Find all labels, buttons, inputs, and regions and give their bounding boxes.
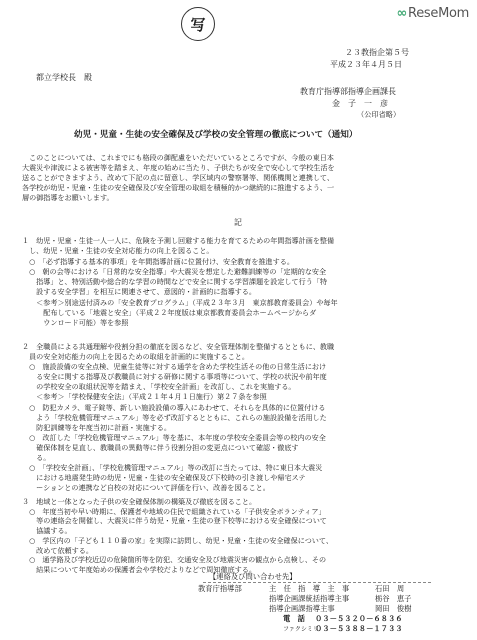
section-line: における地震発生時の幼児・児童・生徒の安全確保及び下校時の引き渡しや帰宅ステ [22, 473, 306, 483]
section-line: 配布している「地震と安全」（平成２２年度版は東京都教育委員会ホームページからダ [22, 308, 317, 318]
section-line: ○ 「必ず指導する基本的事項」を年間指導計画に位置付け、安全教育を推進する。 [22, 256, 294, 266]
contact-role: 主 任 指 導 主 事 [269, 584, 350, 593]
contact-block [198, 572, 431, 634]
intro-line: 大震災や津波による被害等を踏まえ、年度の始めに当たり、子供たちが安全で安心して学校生活を [22, 163, 335, 172]
section-line: 結果について年度始めの保護者会や学校だよりなどで周知徹底する。 [22, 564, 256, 574]
contact-heading: 【連絡及び問い合わせ先】 [209, 572, 297, 581]
contact-name: 栃谷 恵子 [375, 594, 412, 603]
intro-paragraph [22, 153, 460, 203]
section-line: ○ 朝の会等における「日常的な安全指導」や大震災を想定した避難訓練等の「定期的な安全 [22, 266, 327, 276]
sender-title: 教育庁指導部指導企画課長 [300, 87, 396, 96]
section-line: ２ 全職員による共通理解や役割分担の徹底を図るなど、安全管理体制を整備するとともに、教職 [22, 342, 335, 351]
intro-line: 各学校が幼児・児童・生徒の安全確保及び安全管理の取組を積極的かつ継続的に推進するよう、一 [22, 183, 335, 192]
section-3 [22, 497, 462, 575]
section-line: 協議する。 [22, 526, 72, 536]
section-line: 防犯訓練等を年度当初に計画・実施する。 [22, 422, 171, 432]
document-title: 幼児・児童・生徒の安全確保及び学校の安全管理の徹底について（通知） [74, 130, 358, 140]
copy-stamp [181, 7, 215, 41]
section-line: よう「学校危機管理マニュアル」等を必ず改訂するとともに、これらの施設設備を活用した [22, 412, 327, 422]
section-line: ＜参考＞「学校保健安全法」（平成２１年４月１日施行）第２７条を参照 [22, 392, 267, 402]
resemom-watermark [397, 6, 469, 21]
resemom-logo-icon: ∞ [396, 6, 408, 21]
section-line: 指導」と、特別活動や総合的な学習の時間などで安全に関する学習課題を設定して行う「特 [22, 277, 328, 287]
section-line: ーションとの連携など自校の対応について評価を行い、改善を図ること。 [22, 483, 270, 493]
fax-number: ０３－５３８８－１７３３ [315, 624, 403, 633]
section-line: ○ 防犯カメラ、電子錠等、新しい施設設備の導入にあわせて、それらを具体的に位置付ける [22, 402, 326, 412]
section-line: ３ 地域と一体となった子供の安全確保体制の構築及び徹底を図ること。 [22, 497, 257, 506]
intro-line: このことについては、これまでにも格段の御配慮をいただいているところですが、今般の東日本 [22, 153, 334, 162]
contact-name: 石田 周 [375, 584, 405, 593]
contact-dept: 教育庁指導部 [198, 584, 242, 593]
section-line: る安全に関する指導及び教職員に対する研修に関する事項等について、学校の状況や前年度 [22, 372, 327, 382]
section-line: ○ 学区内の「子ども１１０番の家」を実際に訪問し、幼児・児童・生徒の安全確保について、 [22, 535, 333, 545]
section-line: ウンロード可能）等を参照 [22, 318, 129, 328]
section-line: ○ 通学路及び学校近辺の危険箇所等を防犯、交通安全及び地震災害の観点から点検し、その [22, 555, 327, 565]
section-line: １ 幼児・児童・生徒一人一人に、危険を予測し回避する能力を育てるための年間指導計画を整備 [22, 236, 335, 245]
doc-date: 平成２３年４月５日 [330, 60, 402, 69]
intro-line: 送ることができますよう、改めて下記の点に留意し、学区域内の警察署等、関係機関と連携して、 [22, 173, 334, 182]
fax-label: ファクシミリ [283, 626, 319, 633]
section-line: ○ 年度当初や早い時期に、保護者や地域の住民で組織されている「子供安全ボランティア」 [22, 506, 326, 516]
section-line: 設する安全学習」を相互に関連させて、意図的・計画的に指導する。 [22, 287, 256, 297]
section-line: る。 [22, 453, 51, 463]
sender-name: 金 子 一 彦 [332, 99, 388, 108]
section-line: 員の安全対応能力の向上を図るための取組を計画的に実施すること。 [22, 352, 249, 362]
section-line: ○ 施設設備の安全点検、児童生徒等に対する通学を含めた学校生活その他の日常生活におけ [22, 362, 327, 372]
copy-stamp-text: 写 [190, 15, 206, 34]
contact-name: 岡田 俊樹 [375, 604, 412, 613]
section-line: 等の連絡会を開催し、大震災に伴う幼児・児童・生徒の登下校等における安全確保について [22, 516, 327, 526]
contact-role: 指導企画課統括指導主事 [269, 594, 350, 603]
section-line: 確保体制を見直し、教職員の異動等に伴う役割分担の変更点について確認・徹底す [22, 442, 299, 452]
contact-role: 指導企画課指導主事 [269, 604, 335, 613]
section-line: 改めて依頼する。 [22, 545, 93, 555]
phone-number: ０３－５３２０－６８３６ [315, 614, 403, 623]
contact-divider [203, 582, 431, 583]
section-line: ○ 改訂した「学校危機管理マニュアル」等を基に、本年度の学校安全委員会等の校内の安全 [22, 432, 326, 442]
section-line: の学校安全の取組状況等を踏まえ、「学校安全計画」を改訂し、これを実施する。 [22, 382, 296, 392]
addressee: 都立学校長 殿 [36, 73, 92, 82]
watermark-text: ReseMom [408, 6, 469, 21]
section-1 [22, 236, 462, 329]
doc-number: ２３教指企第５号 [345, 48, 409, 57]
intro-line: 層の御指導をお願いします。 [22, 193, 114, 202]
section-line: ○ 「学校安全計画」、「学校危機管理マニュアル」等の改訂に当たっては、特に東日本大震災 [22, 463, 323, 473]
section-line: し、幼児・児童・生徒の安全対応能力の向上を図ること。 [22, 246, 214, 256]
seal-note: （公印省略） [357, 110, 401, 119]
phone-label: 電 話 [283, 614, 305, 623]
ki-heading: 記 [234, 218, 242, 227]
section-line: ＜参考＞別途送付済みの「安全教育プログラム」（平成２３年３月 東京都教育委員会）や毎年 [22, 297, 338, 307]
section-2 [22, 342, 462, 493]
